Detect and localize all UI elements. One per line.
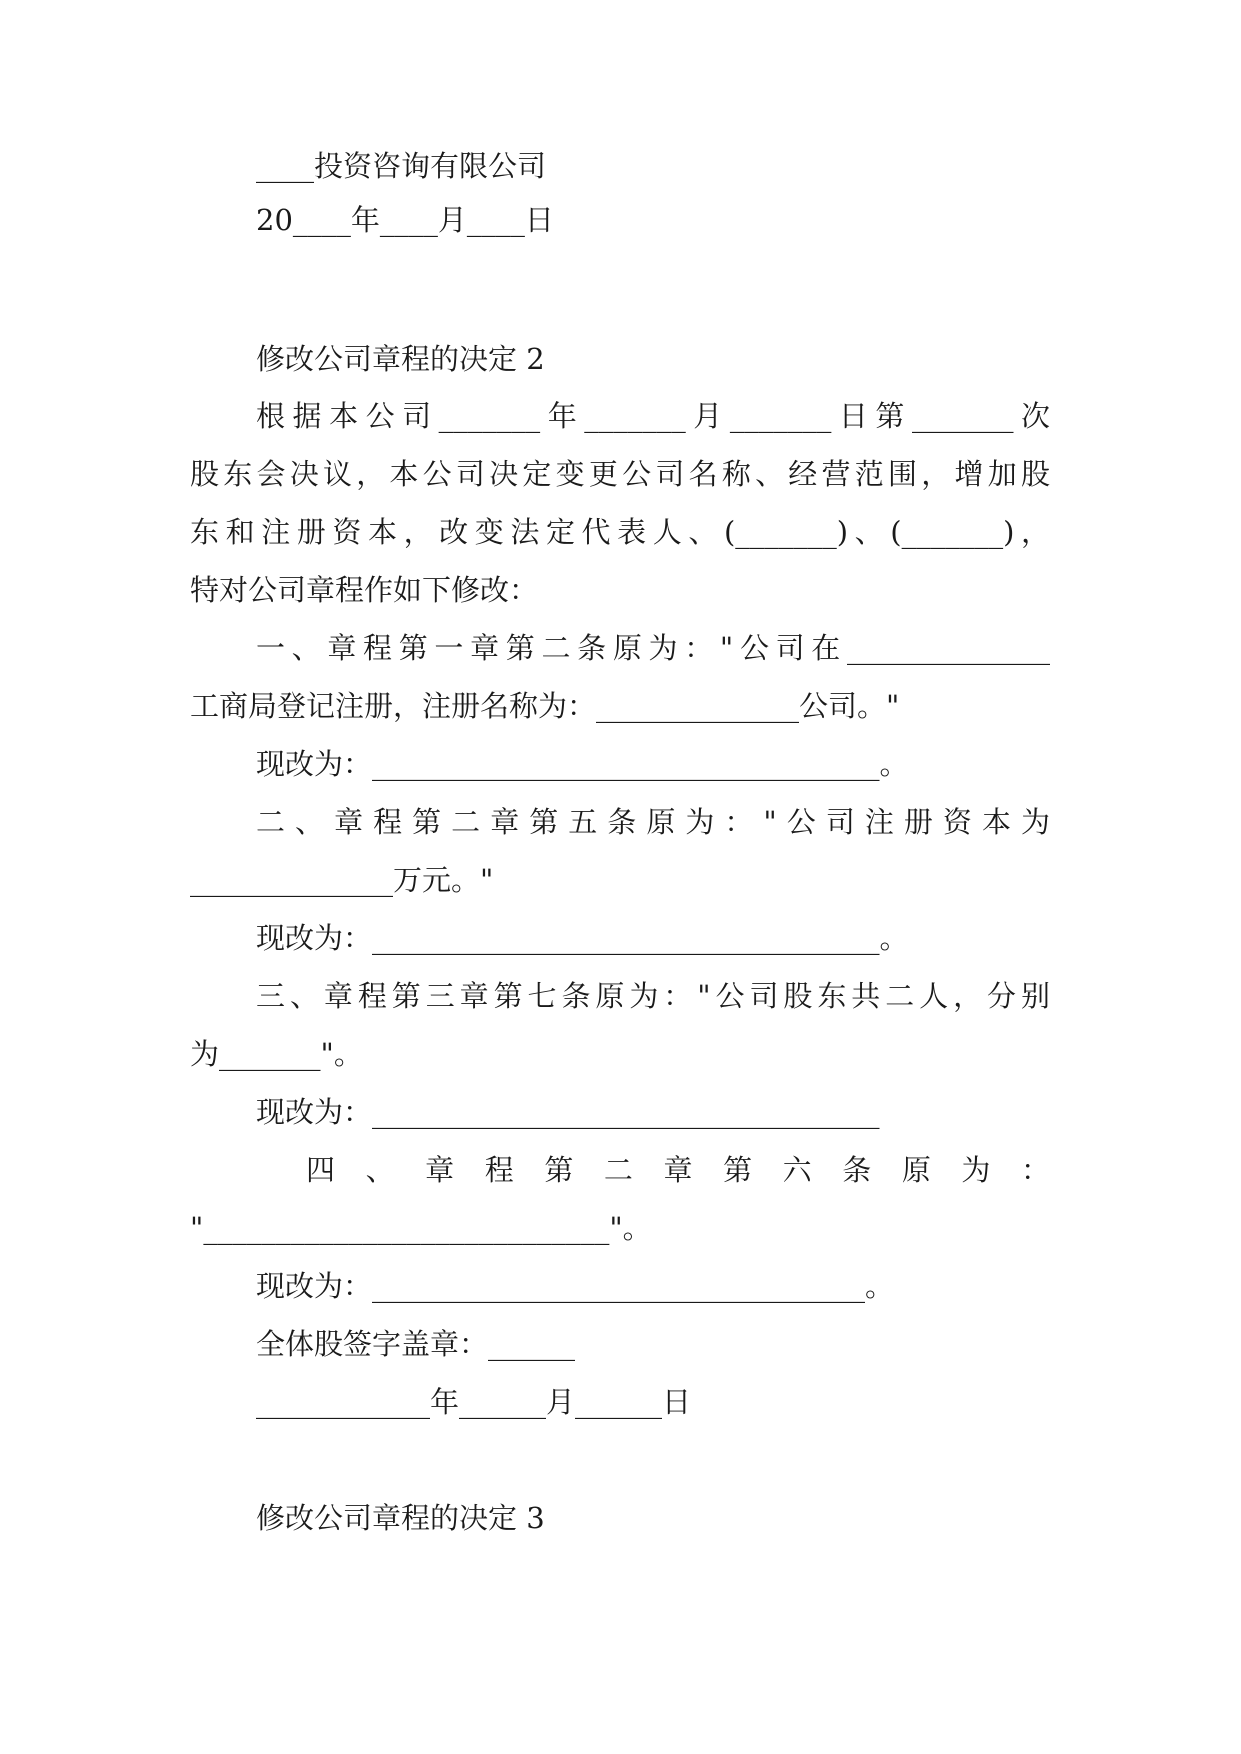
item-1-change: 现改为：___________________________________。 [256,747,909,781]
intro-line-4: 特对公司章程作如下修改： [190,573,539,607]
section-2-date-line: ____________年______月______日 [256,1385,692,1419]
signatures-line: 全体股签字盖章：______ [256,1327,576,1361]
item-4-change: 现改为：__________________________________。 [256,1269,895,1303]
item-2-line-2: ______________万元。" [190,863,494,897]
item-2-change: 现改为：___________________________________。 [256,921,909,955]
company-name-line: ____投资咨询有限公司 [256,149,547,183]
item-3-line-2: 为_______"。 [190,1037,363,1071]
intro-line-2: 股东会决议，本公司决定变更公司名称、经营范围，增加股 [190,457,1050,491]
section-3-heading: 修改公司章程的决定 3 [256,1501,545,1535]
intro-line-1: 根据本公司_______年_______月_______日第_______次 [256,399,1050,433]
item-3-change: 现改为：___________________________________ [256,1095,880,1129]
item-3-line-1: 三、章程第三章第七条原为："公司股东共二人，分别 [256,979,1050,1013]
item-2-line-1: 二、章程第二章第五条原为："公司注册资本为 [256,805,1050,839]
intro-line-3: 东和注册资本，改变法定代表人、(_______)、(_______)， [190,515,1050,549]
item-1-line-1: 一、章程第一章第二条原为："公司在______________ [256,631,1050,665]
section-2-heading: 修改公司章程的决定 2 [256,342,545,376]
item-1-line-2: 工商局登记注册，注册名称为：______________公司。" [190,689,900,723]
item-4-line-1: 四、章程第二章第六条原为： [306,1153,1050,1187]
signature-date-line: 20____年____月____日 [256,203,554,237]
item-4-line-2: "____________________________"。 [190,1211,652,1245]
